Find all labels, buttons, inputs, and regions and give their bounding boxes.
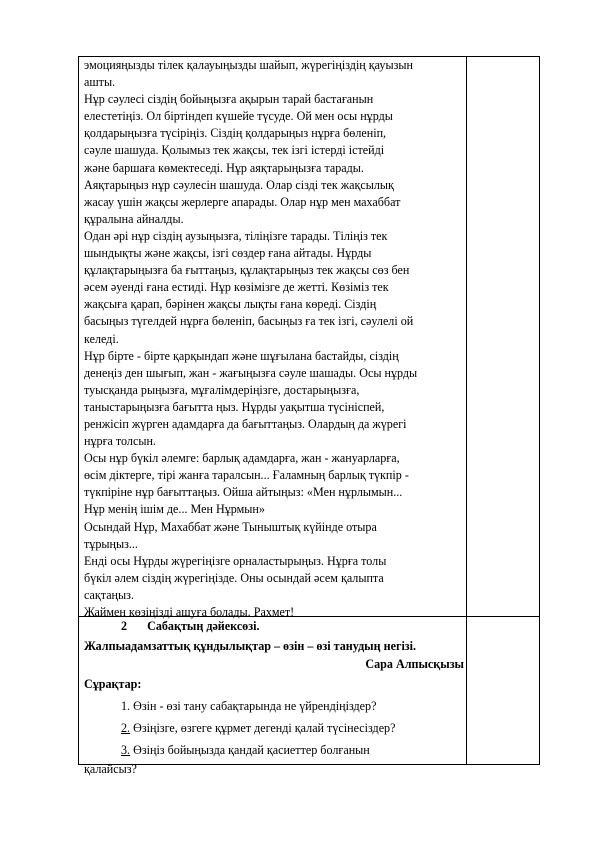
content-table	[78, 56, 540, 776]
text-line: нұрға толсын.	[84, 434, 156, 449]
quote-text: Жалпыадамзаттық құндылықтар – өзін – өзі танудың негізі.	[84, 639, 417, 653]
text-line: басыңыз түгелдей нұрға бөленіп, басыңыз ға тек ізгі, сәулелі ой	[84, 314, 414, 329]
text-line: өсім діктерге, тірі жанға таралсын... Ғаламның барлық түкпір -	[84, 468, 409, 483]
question-number: 1.	[121, 699, 131, 713]
question-item	[121, 697, 376, 716]
text-line: Енді осы Нұрды жүрегіңізге орналастырыңыз. Нұрға толы	[84, 553, 387, 568]
questions-heading: Сұрақтар:	[84, 677, 142, 691]
question-text: Өзіңізге, өзгеге құрмет дегенді қалай түсінесіздер?	[133, 721, 396, 735]
text-line: сақтаңыз.	[84, 587, 134, 602]
text-line: құлақтарыңызға ба ғыттаңыз, құлақтарыңыз тек жақсы сөз бен	[84, 263, 410, 278]
text-line: жақсыға қарап, бәрінен жақсы лықты ғана көреді. Сіздің	[84, 297, 377, 312]
text-line: Нұр сәулесі сіздің бойыңызға ақырын тарай бастағанын	[84, 92, 374, 107]
text-line: және баршаға көмектеседі. Нұр аяқтарыңызға тарады.	[84, 160, 364, 175]
text-line: шындықты және жақсы, ізгі сөздер ғана айтады. Нұрды	[84, 246, 372, 261]
section-title: Сабақтың дәйексөзі.	[147, 619, 260, 633]
text-line: елестетіңіз. Ол біртіндеп күшейе түсуде. Ой мен осы нұрды	[84, 109, 393, 124]
text-line: бүкіл әлем сіздің жүрегіңізде. Оны осындай әсем қалыпта	[84, 570, 384, 585]
question-item	[121, 741, 370, 760]
column-divider	[466, 57, 467, 764]
text-line: тұрыңыз...	[84, 536, 138, 551]
text-line: Осындай Нұр, Махаббат және Тыныштық күйінде отыра	[84, 519, 377, 534]
text-line: таныстарыңызға бағытта ңыз. Нұрды уақытша түсініспей,	[84, 399, 385, 414]
question-text: Өзіңіз бойыңызда қандай қасиеттер болғанын	[133, 743, 370, 757]
text-line: ашты.	[84, 75, 116, 90]
quote-author: Сара Алпысқызы	[365, 657, 464, 671]
section-number: 2	[121, 619, 128, 633]
text-line: келеді.	[84, 331, 119, 346]
text-line: Осы нұр бүкіл әлемге: барлық адамдарға, жан - жануарларға,	[84, 451, 400, 466]
text-line: қолдарыңызға түсіріңіз. Сіздің қолдарыңыз нұрға бөленіп,	[84, 126, 387, 141]
question-continuation: қалайсыз?	[84, 762, 137, 776]
text-line: туысқанда рыңызға, мұғалімдеріңізге, достарыңызға,	[84, 382, 360, 397]
text-line: Жаймен көзіңізді ашуға болады. Рахмет!	[84, 605, 295, 619]
question-number: 2.	[121, 721, 131, 735]
text-line: денеңіз ден шығып, жан - жағыңызға сәуле шашады. Осы нұрды	[84, 365, 418, 380]
section-heading	[121, 619, 259, 634]
question-item	[121, 719, 395, 738]
text-line: сәуле шашуда. Қолымыз тек жақсы, тек ізгі істерді істейді	[84, 143, 385, 158]
meditation-text-cell	[84, 57, 464, 621]
text-line: түкпіріне нұр бағыттаңыз. Ойша айтыңыз: «Мен нұрлымын...	[84, 485, 403, 500]
text-line: Нұр менің ішім де... Мен Нұрмын»	[84, 502, 265, 517]
text-line: Аяқтарыңыз нұр сәулесін шашуда. Олар сізді тек жақсылық	[84, 177, 394, 192]
question-text: Өзін - өзі тану сабақтарында не үйрендіңіздер?	[133, 699, 377, 713]
text-line: Одан әрі нұр сіздің аузыңызға, тіліңізге тарады. Тіліңіз тек	[84, 228, 388, 243]
text-line: ренжісіп жүрген адамдарға да бағыттаңыз. Олардың да жүрегі	[84, 416, 407, 431]
text-line: эмоцияңызды тілек қалауыңызды шайып, жүрегіңіздің қауызын	[84, 58, 413, 72]
text-line: Нұр бірте - бірте қарқындап және шұғылана бастайды, сіздің	[84, 348, 399, 363]
text-line: жасау үшін жақсы жерлерге апарады. Олар нұр мен махаббат	[84, 194, 401, 209]
question-number: 3.	[121, 743, 131, 757]
text-line: құралына айналды.	[84, 211, 184, 226]
text-line: әсем әуенді ғана естиді. Нұр көзімізге де жетті. Көзіміз тек	[84, 280, 389, 295]
